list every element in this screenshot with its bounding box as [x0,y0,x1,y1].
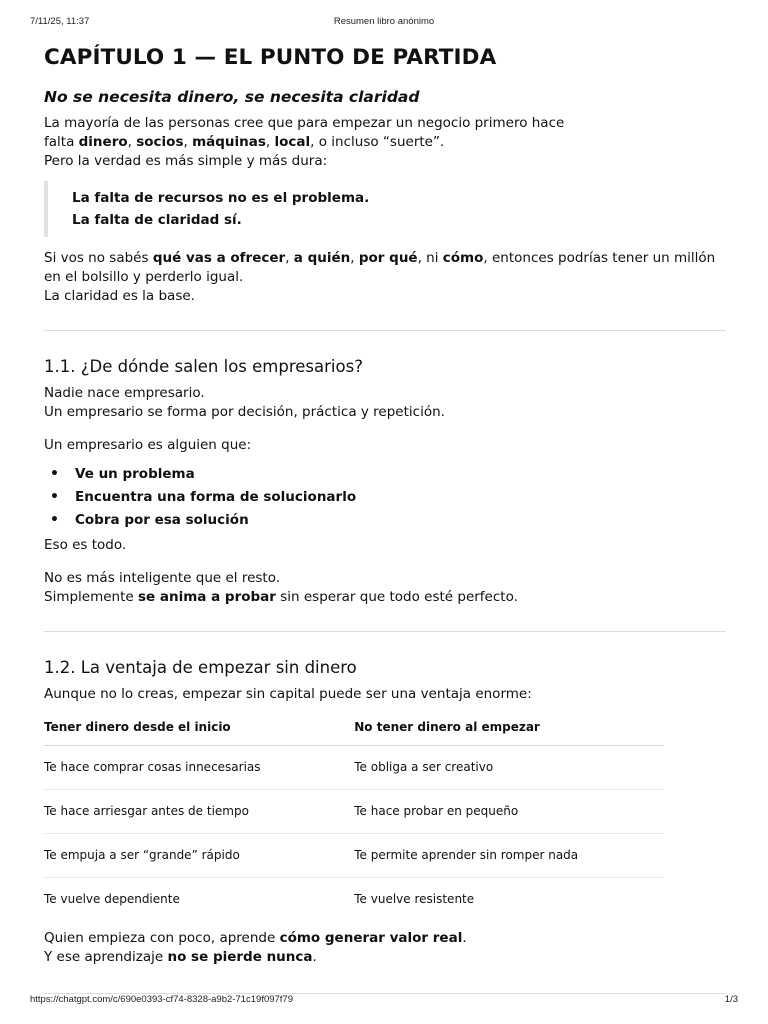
table-cell: Te empuja a ser “grande” rápido [44,834,354,878]
column-header: No tener dinero al empezar [354,712,664,746]
intro-bold-dinero: dinero [78,134,128,150]
intro-text: , [183,134,193,150]
closing-bold: no se pierde nunca [167,949,313,965]
section-1-2-heading: 1.2. La ventaja de empezar sin dinero [44,658,357,677]
after-quote-bold: cómo [442,250,484,266]
intro-text: falta [44,134,79,150]
closing-bold: se anima a probar [138,589,276,605]
table-row [44,878,664,922]
quote-line-1: La falta de recursos no es el problema. [72,190,370,206]
print-url: https://chatgpt.com/c/690e0393-cf74-8328-a9b2-71c19f097f79 [30,994,294,1005]
after-quote-text: , entonces podrías tener un millón en el bolsillo y perderlo igual. [44,250,716,285]
intro-bold-local: local [274,134,311,150]
closing-text: Y ese aprendizaje [44,949,168,965]
print-datetime: 7/11/25, 11:37 [30,16,90,27]
section-1-1-intro [44,384,726,422]
entrepreneur-bullet-list [44,463,726,532]
closing-line-1: No es más inteligente que el resto. [44,570,281,586]
bullet-item: • Cobra por esa solución [44,509,726,532]
quote-line-2: La falta de claridad sí. [72,212,242,228]
table-cell: Te hace arriesgar antes de tiempo [44,790,354,834]
table-cell: Te vuelve resistente [354,892,475,906]
closing-text: Quien empieza con poco, aprende [44,930,280,946]
print-footer [30,994,738,1008]
intro-bold-maquinas: máquinas [192,134,266,150]
section-divider [44,330,726,331]
table-cell: Te permite aprender sin romper nada [354,834,664,878]
after-quote-line-2: La claridad es la base. [44,288,195,304]
intro-line-3: Pero la verdad es más simple y más dura: [44,153,328,169]
comparison-table [44,712,664,921]
section-1-1-after: Eso es todo. [44,537,127,553]
section-1-1-closing [44,569,726,607]
intro-bold-socios: socios [136,134,184,150]
table-cell: Te obliga a ser creativo [354,746,664,790]
closing-text: sin esperar que todo esté perfecto. [275,589,518,605]
print-page-number: 1/3 [724,994,738,1005]
closing-text: Simplemente [44,589,138,605]
intro-text: , [127,134,137,150]
closing-bold: cómo generar valor real [279,930,463,946]
closing-text: . [312,949,317,965]
column-header: Tener dinero desde el inicio [44,712,354,746]
document-body [44,42,726,1018]
table-cell: Te hace probar en pequeño [354,790,664,834]
section-1-1-heading: 1.1. ¿De dónde salen los empresarios? [44,357,363,376]
after-quote-text: , ni [417,250,443,266]
chapter-title: CAPÍTULO 1 — EL PUNTO DE PARTIDA [44,45,497,70]
print-document-title: Resumen libro anónimo [333,16,435,27]
table-cell: Te hace comprar cosas innecesarias [44,746,354,790]
print-header [30,16,738,30]
after-quote-bold: a quién [293,250,351,266]
table-row [44,790,664,834]
intro-paragraph [44,114,726,171]
table-cell: Te vuelve dependiente [44,892,180,906]
bullet-item: • Encuentra una forma de solucionarlo [44,486,726,509]
after-quote-paragraph [44,249,726,306]
section-1-1-line-2: Un empresario se forma por decisión, práctica y repetición. [44,404,445,420]
after-quote-text: , [285,250,294,266]
table-row [44,834,664,878]
after-quote-text: Si vos no sabés [44,250,153,266]
key-quote [44,181,726,237]
intro-text: , o incluso “suerte”. [310,134,445,150]
after-quote-text: , [350,250,359,266]
closing-text: . [462,930,467,946]
section-divider [44,631,726,632]
after-quote-bold: qué vas a ofrecer [152,250,286,266]
section-1-1-lead: Un empresario es alguien que: [44,437,252,453]
section-1-1-line-1: Nadie nace empresario. [44,385,205,401]
intro-text: , [265,134,275,150]
section-1-2-closing [44,929,726,967]
chapter-subtitle: No se necesita dinero, se necesita claridad [44,88,420,106]
table-header-row [44,712,664,746]
table-row [44,746,664,790]
section-1-2-lead: Aunque no lo creas, empezar sin capital puede ser una ventaja enorme: [44,686,532,702]
intro-line-1: La mayoría de las personas cree que para empezar un negocio primero hace [44,115,565,131]
bullet-item: • Ve un problema [44,463,726,486]
after-quote-bold: por qué [358,250,418,266]
